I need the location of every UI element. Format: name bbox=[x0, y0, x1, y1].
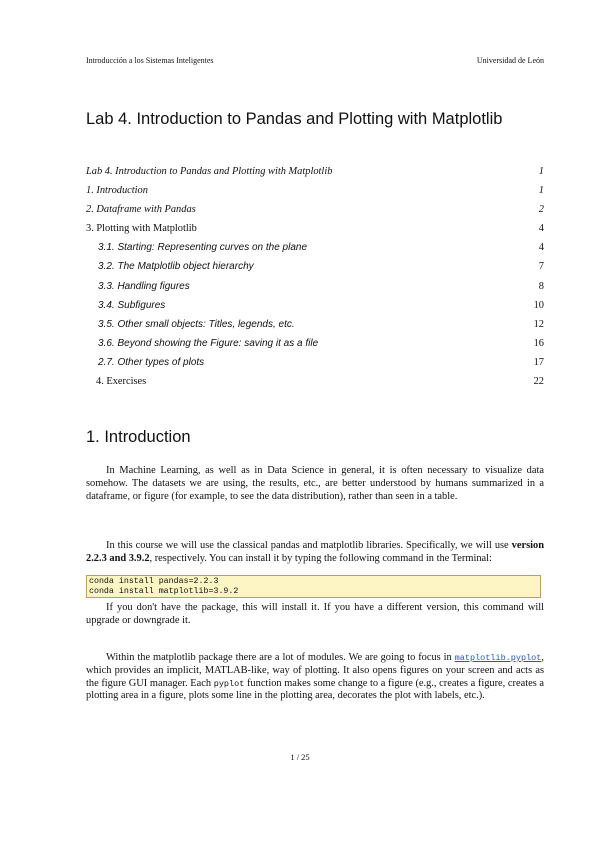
toc-entry-label: 3.4. Subfigures bbox=[98, 299, 166, 311]
version-paragraph bbox=[86, 540, 544, 566]
page-number: 1 / 25 bbox=[290, 752, 310, 762]
version-numbers: version 2.2.3 and 3.9.2 bbox=[86, 540, 544, 564]
code-line: conda install matplotlib=3.9.2 bbox=[89, 587, 239, 597]
toc-entry-page: 8 bbox=[538, 280, 544, 292]
pyplot-inline-code: pyplot bbox=[213, 678, 245, 689]
pyplot-text-a: Within the matplotlib package there are a lot of modules. We are going to focus in bbox=[106, 652, 455, 663]
toc-entry-page: 12 bbox=[533, 318, 544, 330]
toc-entry-page: 22 bbox=[533, 376, 544, 388]
version-text-end: , respectively. You can install it by typing the following command in the Terminal: bbox=[149, 552, 492, 564]
toc-entry[interactable] bbox=[86, 238, 544, 257]
intro-paragraph: In Machine Learning, as well as in Data Science in general, it is often necessary to visualize data somehow. The datasets we are using, the results, etc., are better understood by humans summarized in a dataframe, or figure (for example, to see the data distribution), rather than seen in a table. bbox=[86, 465, 544, 502]
toc-entry-label: 3.3. Handling figures bbox=[98, 280, 190, 292]
toc-entry[interactable] bbox=[86, 334, 544, 353]
toc-entry[interactable] bbox=[86, 200, 544, 219]
toc-entry[interactable] bbox=[86, 257, 544, 276]
toc-entry-label: Lab 4. Introduction to Pandas and Plotting with Matplotlib bbox=[86, 166, 333, 177]
toc-entry[interactable] bbox=[86, 315, 544, 334]
toc-entry-label: 2. Dataframe with Pandas bbox=[86, 204, 196, 216]
toc-entry-label: 3. Plotting with Matplotlib bbox=[86, 223, 197, 235]
header-university: Universidad de León bbox=[476, 56, 544, 65]
toc-entry[interactable] bbox=[86, 162, 544, 181]
toc-entry-label: 3.1. Starting: Representing curves on the plane bbox=[98, 242, 308, 254]
toc-entry-page: 4 bbox=[538, 223, 544, 235]
toc-entry-page: 17 bbox=[533, 356, 544, 368]
header-course: Introducción a los Sistemas Inteligentes bbox=[86, 56, 214, 65]
toc-entry-label: 3.5. Other small objects: Titles, legends, etc. bbox=[98, 318, 295, 330]
toc-entry-label: 3.2. The Matplotlib object hierarchy bbox=[98, 261, 254, 273]
pyplot-text-c: function makes some change to a figure (e.g., creates a figure, creates a plotting area in a figure, plots some line in the plotting area, decorates the plot with labels, etc.). bbox=[86, 677, 544, 702]
toc-entry-page: 1 bbox=[538, 166, 544, 177]
toc-entry-label: 1. Introduction bbox=[86, 185, 148, 197]
toc-entry[interactable] bbox=[86, 277, 544, 296]
toc-entry[interactable] bbox=[86, 353, 544, 372]
section-heading: 1. Introduction bbox=[86, 428, 191, 446]
toc-entry[interactable] bbox=[86, 219, 544, 238]
toc-entry-page: 10 bbox=[533, 299, 544, 311]
pyplot-text-b: , which provides an implicit, MATLAB-like, way of plotting. It also opens figures on your screen and acts as the figure GUI manager. Each bbox=[86, 652, 544, 689]
version-text-start: In this course we will use the classical pandas and matplotlib libraries. Specifically, we will use bbox=[106, 540, 512, 551]
toc-entry-page: 7 bbox=[538, 261, 544, 273]
toc-entry-label: 3.6. Beyond showing the Figure: saving it as a file bbox=[98, 337, 319, 349]
toc-entry-page: 1 bbox=[538, 185, 544, 197]
code-line: conda install pandas=2.2.3 bbox=[89, 577, 219, 586]
table-of-contents bbox=[86, 162, 544, 391]
toc-entry-label: 4. Exercises bbox=[96, 376, 147, 388]
install-note-paragraph: If you don't have the package, this will install it. If you have a different version, this command will upgrade or downgrade it. bbox=[86, 602, 544, 626]
toc-entry[interactable] bbox=[86, 181, 544, 200]
page-header bbox=[86, 56, 544, 68]
code-block[interactable] bbox=[86, 575, 541, 598]
toc-entry[interactable] bbox=[86, 296, 544, 315]
document-title: Lab 4. Introduction to Pandas and Plotting with Matplotlib bbox=[86, 110, 503, 128]
pyplot-link[interactable]: matplotlib.pyplot bbox=[454, 653, 542, 663]
toc-entry-page: 16 bbox=[533, 337, 544, 349]
toc-entry[interactable] bbox=[86, 372, 544, 391]
pyplot-paragraph bbox=[86, 652, 544, 703]
toc-entry-page: 2 bbox=[538, 204, 544, 216]
toc-entry-label: 2.7. Other types of plots bbox=[98, 356, 205, 368]
toc-entry-page: 4 bbox=[538, 242, 544, 254]
